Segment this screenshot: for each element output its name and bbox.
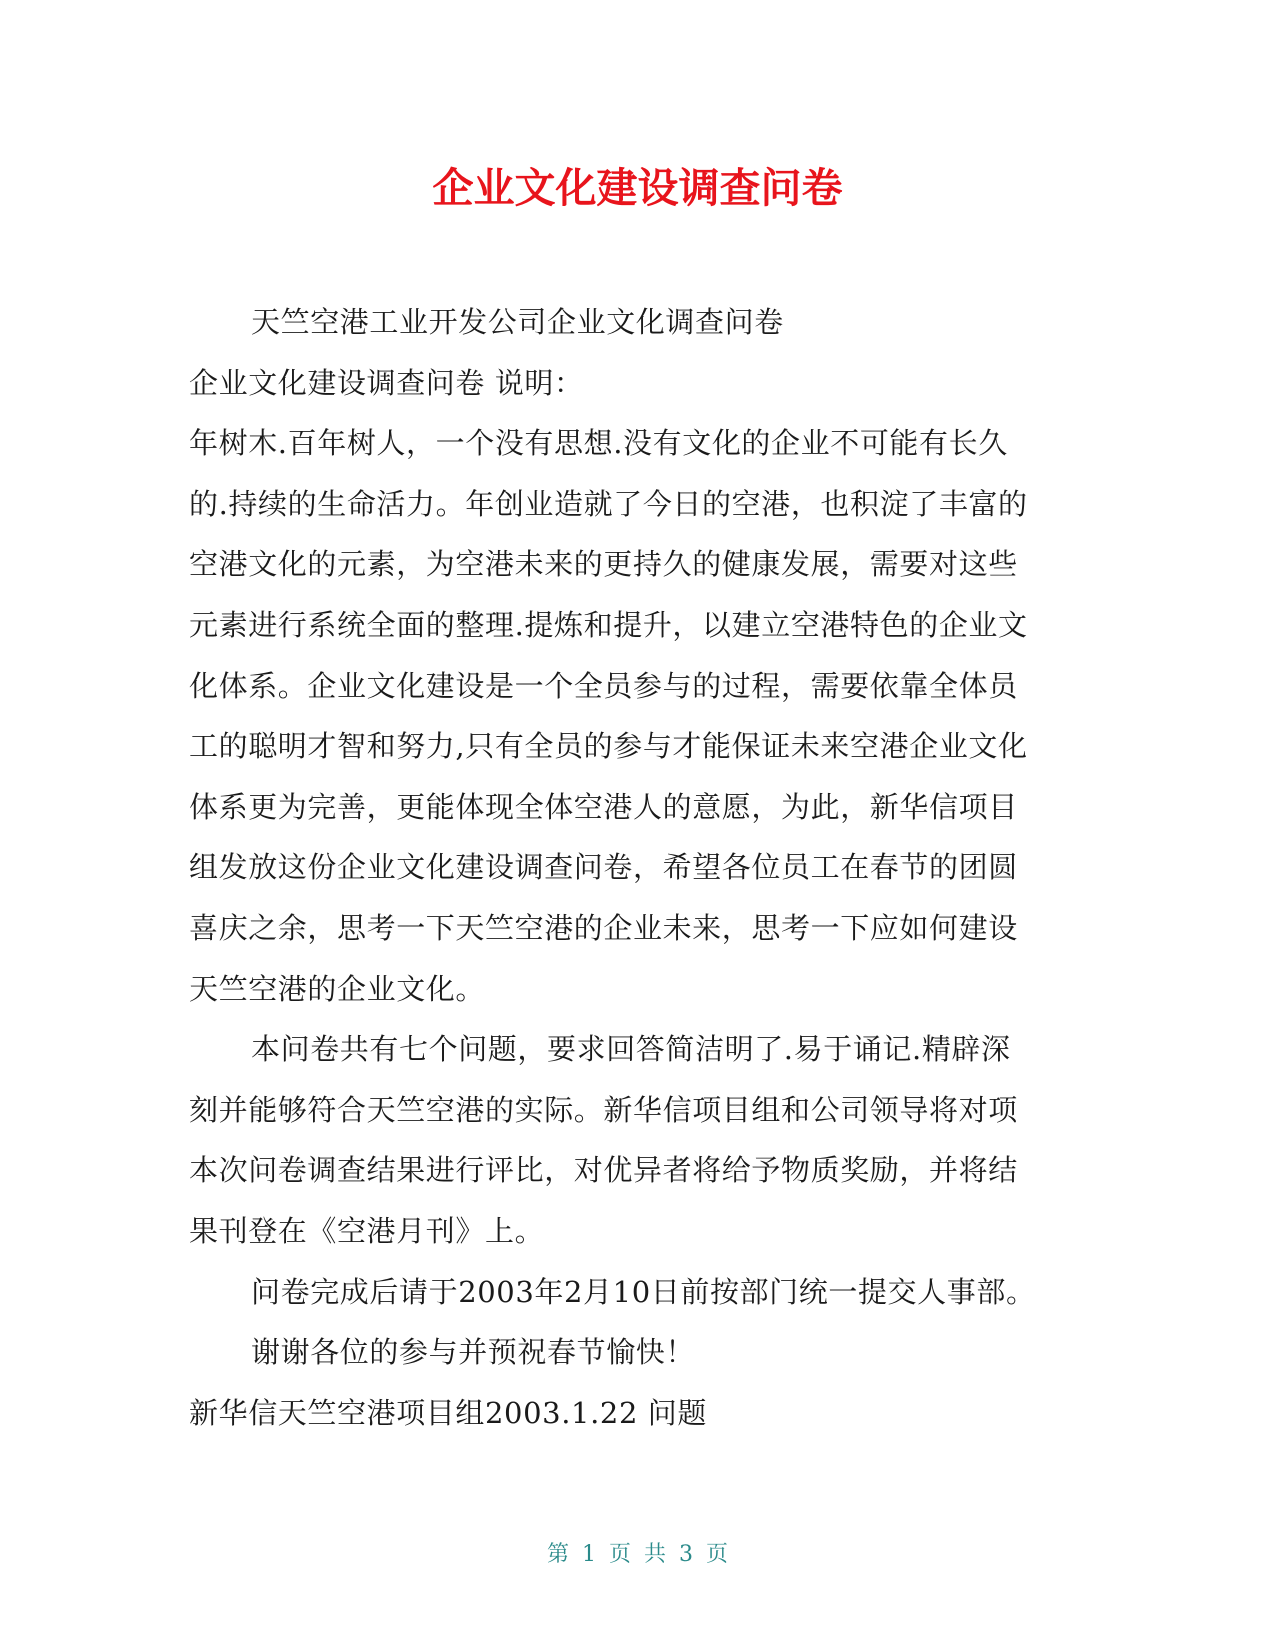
- body-line: 组发放这份企业文化建设调查问卷，希望各位员工在春节的团圆: [189, 850, 1018, 885]
- body-line: 本问卷共有七个问题，要求回答简洁明了.易于诵记.精辟深: [251, 1032, 1011, 1067]
- body-line: 的.持续的生命活力。年创业造就了今日的空港，也积淀了丰富的: [189, 486, 1028, 521]
- document-title: 企业文化建设调查问卷: [432, 164, 843, 212]
- body-line: 果刊登在《空港月刊》上。: [189, 1213, 545, 1248]
- body-line: 喜庆之余，思考一下天竺空港的企业未来，思考一下应如何建设: [189, 910, 1018, 945]
- body-line: 年树木.百年树人，一个没有思想.没有文化的企业不可能有长久: [189, 426, 1008, 461]
- body-line: 天竺空港的企业文化。: [189, 971, 486, 1006]
- body-line: 新华信天竺空港项目组2003.1.22 问题: [189, 1395, 708, 1430]
- body-line: 谢谢各位的参与并预祝春节愉快！: [251, 1335, 696, 1370]
- body-line: 企业文化建设调查问卷 说明：: [189, 365, 584, 400]
- body-line: 本次问卷调查结果进行评比，对优异者将给予物质奖励，并将结: [189, 1153, 1018, 1188]
- body-line: 体系更为完善，更能体现全体空港人的意愿，为此，新华信项目: [189, 789, 1018, 824]
- body-line: 问卷完成后请于2003年2月10日前按部门统一提交人事部。: [251, 1274, 1036, 1309]
- body-line: 天竺空港工业开发公司企业文化调查问卷: [251, 305, 784, 339]
- body-line: 工的聪明才智和努力,只有全员的参与才能保证未来空港企业文化: [189, 729, 1028, 764]
- body-line: 元素进行系统全面的整理.提炼和提升，以建立空港特色的企业文: [189, 607, 1028, 642]
- page-number-footer: 第 1 页 共 3 页: [547, 1542, 728, 1567]
- document-body: [189, 292, 1089, 1443]
- body-line: 空港文化的元素，为空港未来的更持久的健康发展，需要对这些: [189, 547, 1018, 582]
- body-line: 化体系。企业文化建设是一个全员参与的过程，需要依靠全体员: [189, 668, 1018, 703]
- body-line: 刻并能够符合天竺空港的实际。新华信项目组和公司领导将对项: [189, 1092, 1018, 1127]
